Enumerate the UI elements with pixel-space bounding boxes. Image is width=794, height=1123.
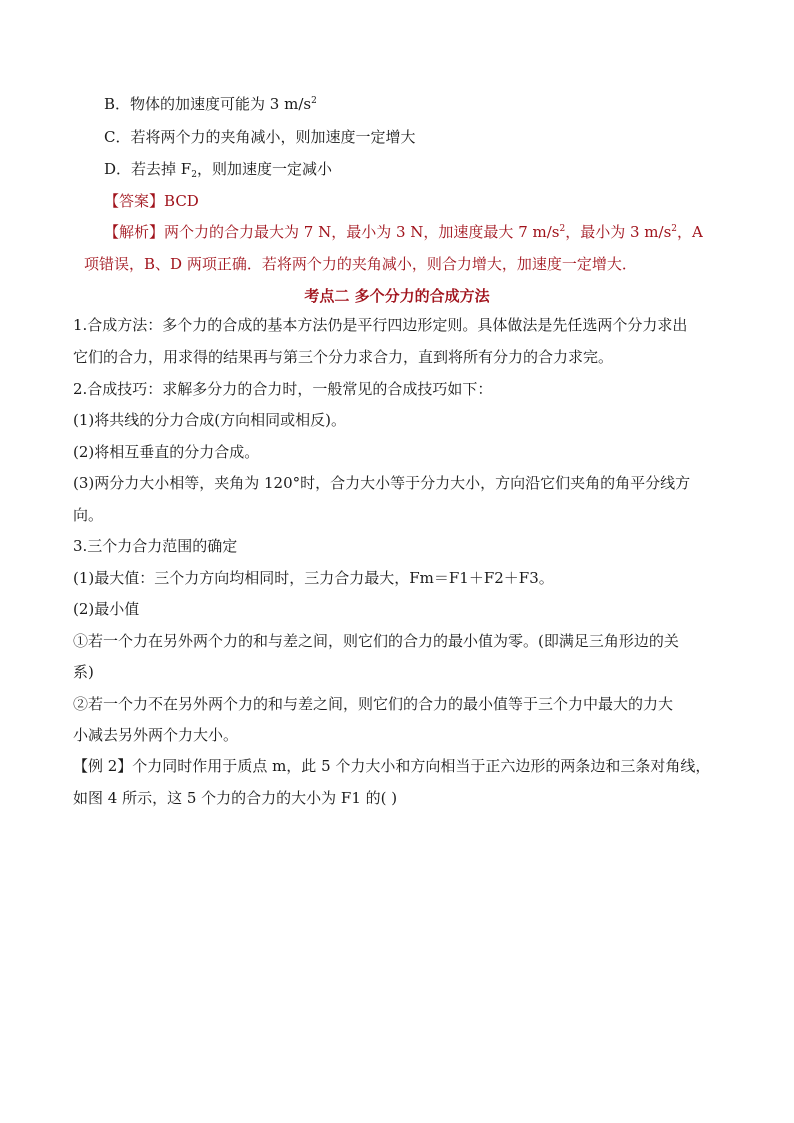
body-line: (2)最小值 [73, 600, 140, 618]
option-b [104, 94, 317, 114]
body-line: 1.合成方法：多个力的合成的基本方法仍是平行四边形定则。具体做法是先任选两个分力求出 [73, 316, 688, 334]
analysis-line-2: 项错误，B、D 两项正确．若将两个力的夹角减小，则合力增大，加速度一定增大． [84, 255, 637, 273]
analysis-line-1 [104, 222, 703, 242]
option-d-sub: 2 [191, 170, 197, 180]
answer-tag: 【答案】 [104, 192, 165, 210]
body-line: 3.三个力合力范围的确定 [73, 537, 238, 555]
option-b-sup: 2 [311, 96, 317, 106]
option-c: C．若将两个力的夹角减小，则加速度一定增大 [104, 128, 416, 146]
analysis-l1-c: ，A [677, 223, 703, 241]
analysis-sup-2: 2 [671, 224, 678, 234]
option-d [104, 159, 332, 179]
body-line: ②若一个力不在另外两个力的和与差之间，则它们的合力的最小值等于三个力中最大的力大 [73, 695, 674, 713]
body-line: 小减去另外两个力大小。 [73, 726, 239, 744]
body-line: (2)将相互垂直的分力合成。 [73, 443, 260, 461]
body-line: ①若一个力在另外两个力的和与差之间，则它们的合力的最小值为零。(即满足三角形边的关 [73, 632, 679, 650]
body-line: (1)最大值：三个力方向均相同时，三力合力最大，Fm＝F1＋F2＋F3。 [73, 569, 554, 587]
analysis-tag: 【解析】 [104, 223, 165, 241]
section-title: 考点二 多个分力的合成方法 [304, 287, 490, 305]
analysis-sup-1: 2 [559, 224, 566, 234]
option-b-text: B．物体的加速度可能为 3 m/s [104, 95, 312, 113]
option-d-pre: D．若去掉 F [104, 160, 192, 178]
answer-value: BCD [164, 192, 199, 210]
body-line: 向。 [73, 506, 104, 524]
body-line: 【例 2】个力同时作用于质点 m，此 5 个力大小和方向相当于正六边形的两条边和三条对角线， [73, 757, 711, 775]
body-line: 它们的合力，用求得的结果再与第三个分力求合力，直到将所有分力的合力求完。 [73, 348, 614, 366]
body-line: (3)两分力大小相等，夹角为 120°时，合力大小等于分力大小，方向沿它们夹角的角平分线方 [73, 474, 691, 492]
body-line: 2.合成技巧：求解多分力的合力时，一般常见的合成技巧如下： [73, 380, 493, 398]
body-line: (1)将共线的分力合成(方向相同或相反)。 [73, 411, 346, 429]
option-d-post: ，则加速度一定减小 [196, 160, 332, 178]
analysis-l1-a: 两个力的合力最大为 7 N，最小为 3 N，加速度最大 7 m/s [164, 223, 560, 241]
answer-line [104, 191, 199, 211]
body-line: 系) [73, 663, 94, 681]
analysis-l1-b: ，最小为 3 m/s [565, 223, 672, 241]
body-line: 如图 4 所示，这 5 个力的合力的大小为 F1 的( ) [73, 789, 398, 807]
